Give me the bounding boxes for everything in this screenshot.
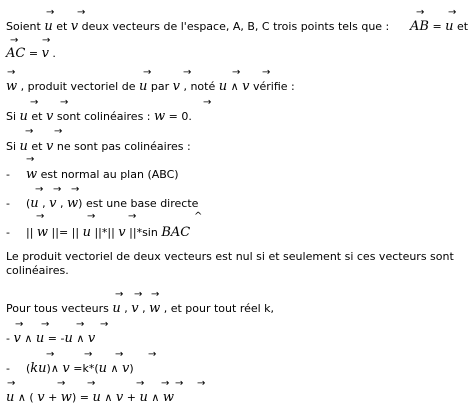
arrow-icon: → [175, 378, 184, 389]
arrow-icon: → [15, 319, 24, 330]
arrow-icon: → [151, 289, 160, 300]
vector-u: u [112, 301, 121, 316]
text: et [52, 20, 71, 33]
vector-v: v [242, 79, 250, 94]
arrow-icon: → [10, 35, 19, 46]
vector-u: u [138, 79, 148, 94]
text: ) [129, 362, 134, 375]
line-10 [6, 302, 274, 315]
arrow-icon: → [416, 7, 425, 18]
vector-v: v [41, 46, 49, 61]
text: ||= || [48, 226, 83, 239]
text: sont colinéaires : [53, 110, 155, 123]
text: ne sont pas colinéaires : [53, 140, 191, 153]
vector-u: u [98, 361, 107, 376]
text: deux vecteurs de l'espace, A, B, C trois points tels que : [78, 20, 390, 33]
angle-BAC: BAC [161, 225, 191, 240]
bullet: - [6, 168, 10, 181]
vector-u: u [445, 19, 454, 34]
arrow-icon: → [60, 97, 69, 108]
arrow-icon: → [77, 7, 86, 18]
text: - [6, 332, 10, 345]
arrow-icon: → [128, 211, 137, 222]
text: Soient [6, 20, 45, 33]
arrow-icon: → [115, 349, 124, 360]
vector-v: v [49, 196, 57, 211]
angle-hat-icon: ^ [194, 211, 203, 222]
arrow-icon: → [57, 378, 66, 389]
arrow-icon: → [25, 126, 34, 137]
arrow-icon: → [232, 67, 241, 78]
vector-v: v [115, 390, 124, 405]
arrow-icon: → [7, 378, 16, 389]
line-12-text [26, 362, 134, 375]
text: ) est une base directe [78, 197, 199, 210]
text: ( [29, 391, 38, 404]
text: , noté [179, 80, 219, 93]
text: = - [44, 332, 65, 345]
paragraph: Le produit vectoriel de deux vecteurs est nul si et seulement si ces vecteurs sont colinéaires. [6, 250, 454, 277]
text: ∧ [107, 362, 123, 375]
text: + [44, 391, 61, 404]
arrow-icon: → [54, 126, 63, 137]
arrow-icon: → [161, 378, 170, 389]
vector-v: v [46, 139, 54, 154]
vector-w: w [154, 109, 166, 124]
arrow-icon: → [53, 184, 62, 195]
vector-u: u [64, 331, 73, 346]
text: ∧ [147, 391, 163, 404]
text: ∧ [14, 391, 30, 404]
text: = [428, 20, 446, 33]
arrow-icon: → [42, 35, 51, 46]
arrow-icon: → [36, 211, 45, 222]
vector-w: w [162, 390, 175, 405]
line-3 [6, 80, 295, 93]
vector-ku: ku [30, 361, 47, 376]
arrow-icon: → [41, 319, 50, 330]
arrow-icon: → [197, 378, 206, 389]
line-12 [6, 362, 10, 375]
vector-v: v [46, 109, 54, 124]
text: Si [6, 110, 20, 123]
text: = 0. [165, 110, 192, 123]
text: , [120, 302, 132, 315]
vector-w: w [36, 225, 49, 240]
text: || [26, 226, 37, 239]
arrow-icon: → [26, 154, 35, 165]
bullet: - [6, 197, 10, 210]
arrow-icon: → [203, 97, 212, 108]
text: et [27, 140, 46, 153]
vector-u: u [44, 19, 53, 34]
vector-w: w [149, 301, 161, 316]
arrow-icon: → [71, 184, 80, 195]
text: et [453, 20, 469, 33]
vector-u: u [92, 390, 101, 405]
text: ( [26, 362, 31, 375]
vector-w: w [60, 390, 72, 405]
vector-u: u [218, 79, 228, 94]
arrow-icon: → [134, 289, 143, 300]
arrow-icon: → [143, 67, 152, 78]
line-11 [6, 332, 95, 345]
bullet: - [6, 226, 10, 239]
text: , [138, 302, 150, 315]
arrow-icon: → [35, 184, 44, 195]
vector-w: w [6, 79, 18, 94]
arrow-icon: → [30, 97, 39, 108]
arrow-icon: → [100, 319, 109, 330]
arrow-icon: → [148, 349, 157, 360]
line-7 [6, 197, 10, 210]
line-2 [6, 47, 56, 60]
vector-v: v [118, 225, 126, 240]
text: est normal au plan (ABC) [37, 168, 179, 181]
text: + [123, 391, 140, 404]
text: ||*sin [125, 226, 162, 239]
line-4 [6, 110, 192, 123]
text: ||*|| [90, 226, 119, 239]
arrow-icon: → [183, 67, 192, 78]
text: par [147, 80, 173, 93]
text: = [25, 47, 42, 60]
arrow-icon: → [7, 67, 16, 78]
text: Si [6, 140, 20, 153]
vector-u: u [6, 390, 15, 405]
text: ∧ [72, 332, 88, 345]
arrow-icon: → [136, 378, 145, 389]
text: ( [26, 197, 31, 210]
vector-u: u [19, 109, 28, 124]
line-1 [6, 20, 389, 33]
text: Pour tous vecteurs [6, 302, 113, 315]
line-13 [6, 391, 174, 404]
text: , produit vectoriel de [17, 80, 139, 93]
vector-v: v [37, 390, 45, 405]
vector-v: v [172, 79, 180, 94]
text: , [38, 197, 50, 210]
vector-u: u [30, 196, 39, 211]
vector-v: v [87, 331, 96, 346]
vector-v: v [70, 19, 79, 34]
text: ∧ [100, 391, 116, 404]
vector-AB: AB [410, 19, 429, 34]
arrow-icon: → [448, 7, 457, 18]
line-7-text [26, 197, 198, 210]
vector-AC: AC [6, 46, 26, 61]
arrow-icon: → [87, 378, 96, 389]
vector-v: v [122, 361, 130, 376]
vector-v: v [62, 361, 70, 376]
text: ∧ [20, 332, 36, 345]
arrow-icon: → [115, 289, 124, 300]
text: . [48, 47, 56, 60]
line-5 [6, 140, 191, 153]
text: , et pour tout réel k, [160, 302, 275, 315]
line-8 [6, 226, 10, 239]
text: vérifie : [249, 80, 295, 93]
vector-u: u [35, 331, 45, 346]
arrow-icon: → [87, 211, 96, 222]
vector-w: w [67, 196, 79, 211]
arrow-icon: → [76, 319, 85, 330]
text: ∧ [227, 80, 243, 93]
vector-w: w [26, 167, 38, 182]
text: , [56, 197, 68, 210]
line-1-right [410, 20, 468, 33]
bullet: - [6, 362, 10, 375]
line-6-text [26, 168, 179, 181]
text: =k*( [69, 362, 99, 375]
vector-u: u [19, 139, 28, 154]
text: ) = [71, 391, 93, 404]
vector-u: u [82, 225, 91, 240]
vector-u: u [139, 390, 148, 405]
arrow-icon: → [84, 349, 93, 360]
vector-v: v [13, 331, 21, 346]
vector-v: v [131, 301, 139, 316]
text: )∧ [46, 362, 63, 375]
line-6 [6, 168, 10, 181]
arrow-icon: → [46, 349, 55, 360]
arrow-icon: → [262, 67, 271, 78]
line-8-text [26, 226, 190, 239]
text: et [27, 110, 46, 123]
arrow-icon: → [46, 7, 55, 18]
